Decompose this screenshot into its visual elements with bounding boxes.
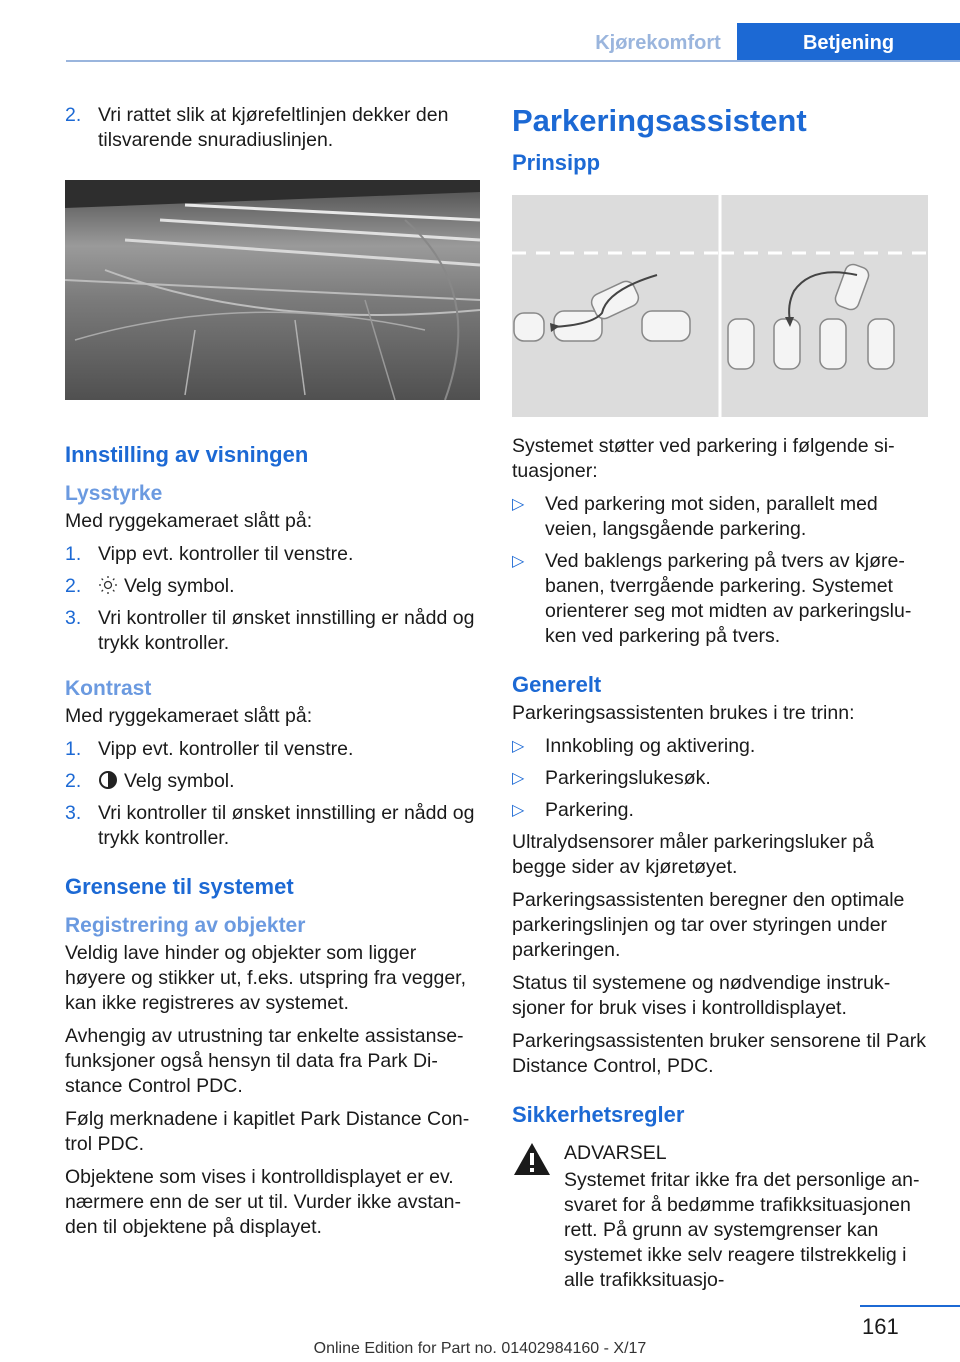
list-text: Vri kontroller til ønsket innstilling er nådd og trykk kontroller.: [98, 607, 475, 654]
list-number: 2.: [65, 575, 82, 597]
list-item: [65, 606, 480, 656]
list-number: 2.: [65, 770, 82, 792]
heading-objects: Registrering av objekter: [65, 914, 306, 937]
list-item: [512, 798, 928, 823]
list-item: [512, 734, 928, 759]
right-column: [512, 103, 928, 1301]
paragraph: Avhengig av utrustning tar enkelte assistanse-funksjoner også hensyn til data fra Park Di-stance Control PDC.: [65, 1025, 464, 1097]
triangle-bullet-icon: ▷: [512, 496, 525, 513]
heading-general: Generelt: [512, 672, 602, 697]
heading-limits: Grensene til systemet: [65, 874, 294, 899]
heading-settings: Innstilling av visningen: [65, 442, 309, 467]
list-text: Velg symbol.: [124, 575, 235, 597]
contrast-icon: [98, 770, 118, 790]
heading-contrast: Kontrast: [65, 677, 152, 700]
paragraph: Ultralydsensorer måler parkeringsluker på begge sider av kjøretøyet.: [512, 831, 874, 878]
list-text: Vipp evt. kontroller til venstre.: [98, 543, 354, 565]
list-text: Vipp evt. kontroller til venstre.: [98, 738, 354, 760]
list-item: [65, 574, 480, 599]
heading-principle: Prinsipp: [512, 150, 601, 175]
triangle-bullet-icon: ▷: [512, 553, 525, 570]
brightness-icon: [98, 575, 118, 595]
paragraph: Status til systemene og nødvendige instruk-sjoner for bruk vises i kontrolldisplayet.: [512, 972, 891, 1019]
paragraph: Objektene som vises i kontrolldisplayet er ev. nærmere enn de ser ut til. Vurder ikke avstan-den til objektene på displayet.: [65, 1166, 461, 1238]
paragraph: Følg merknadene i kapitlet Park Distance Con-trol PDC.: [65, 1108, 470, 1155]
list-item: [65, 769, 480, 794]
triangle-bullet-icon: ▷: [512, 738, 525, 755]
paragraph: Med ryggekameraet slått på:: [65, 705, 313, 727]
list-text: Velg symbol.: [124, 770, 235, 792]
list-item: [512, 766, 928, 791]
page-number: 161: [862, 1314, 899, 1339]
tab-active: Betjening: [737, 23, 960, 62]
paragraph: Systemet støtter ved parkering i følgende si-tuasjoner:: [512, 435, 895, 482]
warning-text: Systemet fritar ikke fra det personlige an-svaret for å bedømme trafikksituasjonen rett. På grunn av systemgrenser kan systemet ikke selv reagere tilstrekkelig i alle trafikksituasjo-: [564, 1169, 920, 1291]
header-rule: [66, 60, 960, 62]
warning-box: [512, 1141, 928, 1293]
list-number: 1.: [65, 543, 82, 565]
heading-park-assist: Parkeringsassistent: [512, 103, 807, 138]
paragraph: Parkeringsassistenten beregner den optimale parkeringslinjen og tar over styringen under parkeringen.: [512, 889, 905, 961]
list-number: 2.: [65, 104, 82, 126]
triangle-bullet-icon: ▷: [512, 770, 525, 787]
list-text: Ved parkering mot siden, parallelt med veien, langsgående parkering.: [545, 493, 878, 540]
list-item: [65, 737, 480, 762]
paragraph: Parkeringsassistenten bruker sensorene til Park Distance Control, PDC.: [512, 1030, 927, 1077]
list-number: 3.: [65, 802, 82, 824]
list-item: [65, 103, 480, 153]
list-text: Vri kontroller til ønsket innstilling er nådd og trykk kontroller.: [98, 802, 475, 849]
parking-diagram-image: [512, 195, 928, 417]
edition-note: Online Edition for Part no. 01402984160 - X/17: [313, 1340, 647, 1357]
warning-icon: [512, 1141, 552, 1177]
list-number: 3.: [65, 607, 82, 629]
list-text: Innkobling og aktivering.: [545, 735, 756, 757]
paragraph: Veldig lave hinder og objekter som ligger høyere og stikker ut, f.eks. utspring fra vegger, kan ikke registreres av systemet.: [65, 942, 467, 1014]
heading-safety: Sikkerhetsregler: [512, 1102, 685, 1127]
list-item: [65, 542, 480, 567]
list-text: Parkeringslukesøk.: [545, 767, 711, 789]
footer-rule: [860, 1305, 960, 1307]
list-text: Vri rattet slik at kjørefeltlinjen dekker den tilsvarende snuradiuslinjen.: [98, 104, 449, 151]
heading-brightness: Lysstyrke: [65, 482, 163, 505]
list-item: [512, 549, 928, 649]
paragraph: Med ryggekameraet slått på:: [65, 510, 313, 532]
list-text: Parkering.: [545, 799, 634, 821]
list-number: 1.: [65, 738, 82, 760]
triangle-bullet-icon: ▷: [512, 802, 525, 819]
paragraph: Parkeringsassistenten brukes i tre trinn:: [512, 702, 855, 724]
camera-view-image: [65, 180, 480, 400]
tab-section: Kjørekomfort: [595, 32, 721, 54]
list-item: [65, 801, 480, 851]
warning-title: ADVARSEL: [564, 1142, 667, 1164]
list-text: Ved baklengs parkering på tvers av kjøre-banen, tverrgående parkering. Systemet orienterer seg mot midten av parkeringslu-ken ved parkering på tvers.: [545, 550, 912, 647]
list-item: [512, 492, 928, 542]
left-column: [65, 103, 480, 1248]
